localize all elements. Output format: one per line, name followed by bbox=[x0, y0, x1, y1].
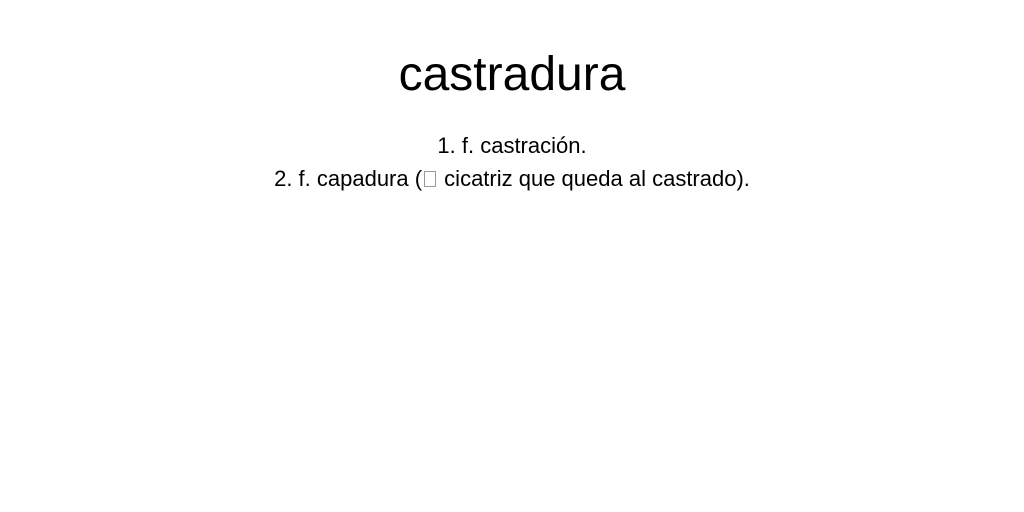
sense-2-text-after: cicatriz que queda al castrado). bbox=[438, 166, 750, 191]
headword: castradura bbox=[398, 48, 626, 101]
sense-1-text: 1. f. castración. bbox=[437, 133, 587, 158]
sense-2-text-before: 2. f. capadura ( bbox=[274, 166, 423, 191]
missing-glyph-icon bbox=[424, 171, 436, 187]
sense-1 bbox=[0, 129, 1024, 162]
sense-2 bbox=[0, 162, 1024, 195]
sense-list bbox=[0, 129, 1024, 195]
